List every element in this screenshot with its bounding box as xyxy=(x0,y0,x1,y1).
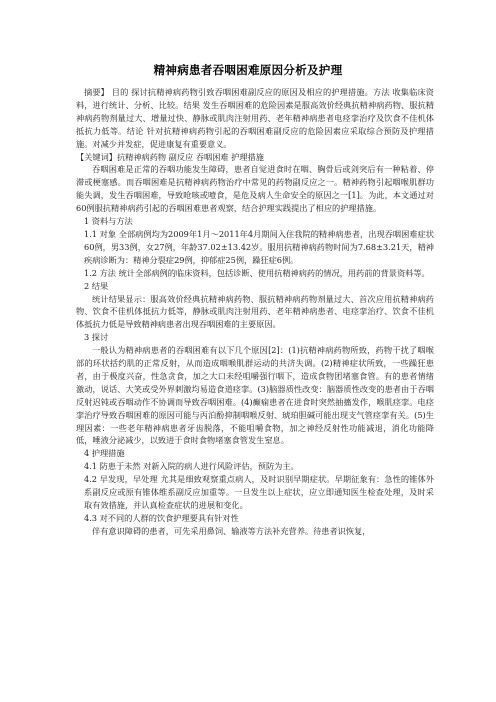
document-body xyxy=(76,86,434,538)
paragraph-s4_3: 4.3 对不同的人群的饮食护理要具有针对性 xyxy=(84,512,239,523)
document-title: 精神病患者吞咽困难原因分析及护理 xyxy=(153,63,343,77)
paragraph-s4_1: 4.1 防患于未然 对新入院的病人进行风险评估，预防为主。 xyxy=(84,461,299,472)
paragraph-s4_3_body: 伴有意识障碍的患者，可先采用鼻饲、输液等方法补充营养。待患者识恢复， xyxy=(92,525,371,536)
paragraph-s3: 3 探讨 xyxy=(84,332,109,343)
paragraph-s2_body: 统计结果显示：服高效价经典抗精神病药物、服抗精神病药物剂量过大、首次应用抗精神病药物、饮食不佳机体抵抗力低等，静脉或肌肉注射用药、老年精神病患者、电痉挛治疗、饮食不佳机体抵抗力低是导致精神病患者出现吞咽困难的主要原因。 xyxy=(76,293,434,330)
paragraph-intro: 吞咽困难是正常的吞咽功能发生障碍，患者自觉进食时在咽、胸骨后或剑突后有一种粘着、停滞或梗塞感。而吞咽困难是抗精神病药物治疗中常见的药物副反应之一。精神药物引起咽喉肌群功能失调，发生吞咽困难，导致呛咳或噎食，是危及病人生命安全的原因之一[1]。为此，本文通过对60例服抗精神病药引起的吞咽困难患者观察，结合护理实践提出了相应的护理措施。 xyxy=(76,164,434,214)
paragraph-s4: 4 护理措施 xyxy=(84,448,125,459)
paragraph-abstract: 摘要】 目的 探讨抗精神病药物引致吞咽困难副反应的原因及相应的护理措施。方法 收集临床资料，进行统计、分析、比较。结果 发生吞咽困难的危险因素是服高效价经典抗精神病药物、服抗精神病药物剂量过大、增量过快、静脉或肌肉注射用药、老年精神病患者电痉挛治疗及饮食不佳机体抵抗力低等。结论 针对抗精神病药物引起的吞咽困难副反应的危险因素应采取综合预防及护理措施。对减少并发症，促进康复有重要意义。 xyxy=(76,87,434,149)
paragraph-s3_body: 一般认为精神病患者的吞咽困难有以下几个原因[2]：(1)抗精神病药物所致，药物干扰了咽喉部的环状括约肌的正常反射，从而造成咽喉肌群运动的共济失调。(2)精神症状所致，一些躁狂患者，由于极度兴奋，性急贪食，加之大口未经咀嚼强行咽下，造成食物团堵塞食管。有的患者情绪激动，说话、大笑或受外界刺激均易造食道痉挛。(3)脑器质性改变：脑器质性改变的患者由于吞咽反射迟钝或吞咽动作不协调而导致吞咽困难。(4)癫痫患者在进食时突然抽搐发作，喉肌痉挛。电痉挛治疗导致吞咽困难的原因可能与丙泊酚抑制咽喉反射、琥珀胆碱可能出现支气管痉挛有关。(5)生理因素：一些老年精神病患者牙齿脱落，不能咀嚼食物，加之神经反射性功能减退，消化功能降低，唾液分泌减少，以致进于食时食物堵塞食管发生窒息。 xyxy=(76,345,434,446)
paragraph-s1: 1 资料与方法 xyxy=(84,216,133,227)
paragraph-s1_1: 1.1 对象 全部病例均为2009年1月～2011年4月期间入住我院的精神病患者，出现吞咽困难症状60例，男33例，女27例，年龄37.02±13.42岁。服用抗精神病药物时间为7.68±3.21天，精神疾病诊断为：精神分裂症29例，抑郁症25例，躁狂症6例。 xyxy=(84,228,434,265)
paragraph-s1_2: 1.2 方法 统计全部病例的临床资料，包括诊断、使用抗精神病药的情况，用药前的背景资料等。 xyxy=(84,267,430,278)
paragraph-keywords: 【关键词】抗精神病药物 副反应 吞咽困难 护理措施 xyxy=(76,151,264,162)
paragraph-s4_2: 4.2 早发现，早处理 尤其是细致观察重点病人，及时识别早期症状。早期征象有：急性的锥体外系副反应或原有锥体维系副反应加重等。一旦发生以上症状，应立即通知医生检查处理，及时采取有效措施，并认真检查症状的进展和变化。 xyxy=(84,474,434,510)
paragraph-s2: 2 结果 xyxy=(84,280,109,291)
